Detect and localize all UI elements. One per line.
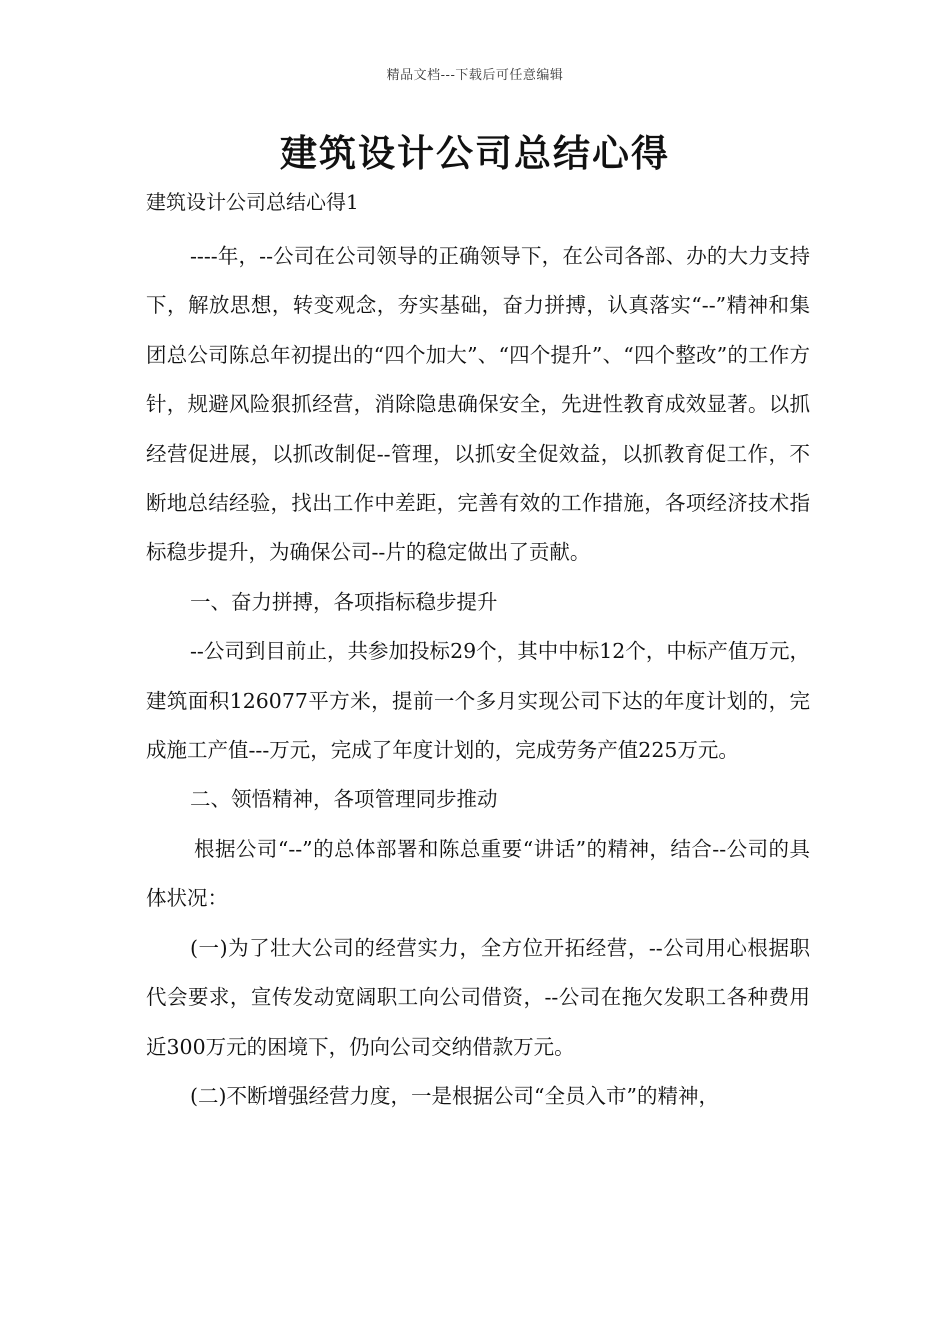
paragraph-item-1: (一)为了壮大公司的经营实力，全方位开拓经营，--公司用心根据职代会要求，宣传发动宽阔职工向公司借资，--公司在拖欠发职工各种费用近300万元的困境下，仍向公司交纳借款万元。	[146, 935, 810, 1059]
paragraph-bidding: --公司到目前止，共参加投标29个，其中中标12个，中标产值万元，建筑面积126077平方米，提前一个多月实现公司下达的年度计划的，完成施工产值---万元，完成了年度计划的，完成劳务产值225万元。	[146, 639, 810, 763]
section-heading-2: 二、领悟精神，各项管理同步推动	[190, 787, 498, 812]
page-header-note: 精品文档---下载后可任意编辑	[386, 68, 564, 83]
paragraph-intro: ----年，--公司在公司领导的正确领导下，在公司各部、办的大力支持下，解放思想，转变观念，夯实基础，奋力拼搏，认真落实“--”精神和集团总公司陈总年初提出的“四个加大”、“四个提升”、“四个整改”的工作方针，规避风险狠抓经营，消除隐患确保安全，先进性教育成效显著。以抓经营促进展，以抓改制促--管理，以抓安全促效益，以抓教育促工作，不断地总结经验，找出工作中差距，完善有效的工作措施，各项经济技术指标稳步提升，为确保公司--片的稳定做出了贡献。	[146, 244, 810, 565]
paragraph-deployment: 根据公司“--”的总体部署和陈总重要“讲话”的精神，结合--公司的具体状况：	[146, 836, 810, 911]
paragraph-item-2: (二)不断增强经营力度，一是根据公司“全员入市”的精神，	[190, 1083, 719, 1108]
document-body	[146, 232, 810, 1121]
section-heading-1: 一、奋力拼搏，各项指标稳步提升	[190, 589, 498, 614]
document-title: 建筑设计公司总结心得	[280, 132, 670, 175]
document-subtitle: 建筑设计公司总结心得1	[146, 190, 359, 214]
